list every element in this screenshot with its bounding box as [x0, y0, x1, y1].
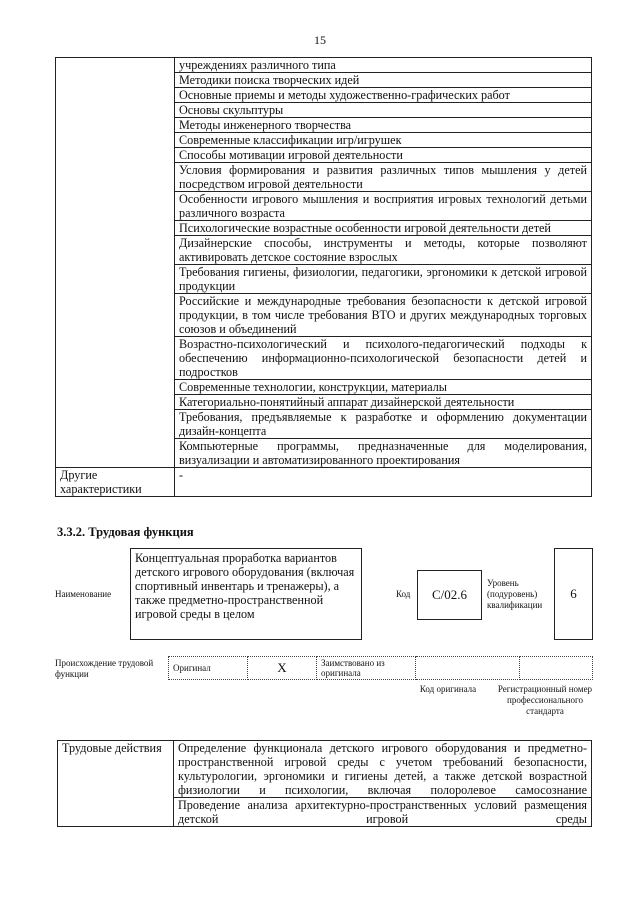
original-mark: X — [248, 657, 317, 680]
labor-action-item: Определение функционала детского игрового оборудования и предметно-пространственной игровой среды с учетом требований безопасности, культурологии, эргономики и гигиены детей, а также детской возрастной физиологии и психологии, включая полоролевое самосознание — [174, 741, 592, 798]
name-label: Наименование — [55, 589, 112, 599]
code-original-caption: Код оригинала — [419, 684, 477, 694]
registration-caption: Регистрационный номер профессионального стандарта — [497, 684, 593, 716]
registration-number-cell — [520, 657, 593, 680]
code-box — [417, 570, 482, 620]
labor-action-item: Проведение анализа архитектурно-пространственных условий размещения детской игровой среды — [174, 798, 592, 827]
knowledge-item: Методики поиска творческих идей — [175, 73, 592, 88]
code-value: C/02.6 — [431, 587, 468, 602]
knowledge-item: Психологические возрастные особенности игровой деятельности детей — [175, 221, 592, 236]
knowledge-item: Современные технологии, конструкции, материалы — [175, 380, 592, 395]
knowledge-item: Особенности игрового мышления и восприятия игровых технологий детьми различного возраста — [175, 192, 592, 221]
knowledge-item: Условия формирования и развития различных типов мышления у детей посредством игровой деятельности — [175, 163, 592, 192]
knowledge-item: Современные классификации игр/игрушек — [175, 133, 592, 148]
function-name-box — [130, 548, 362, 640]
knowledge-item: Требования гигиены, физиологии, педагогики, эргономики к детской игровой продукции — [175, 265, 592, 294]
level-label: Уровень (подуровень) квалификации — [487, 578, 543, 610]
page-number: 15 — [314, 33, 326, 47]
knowledge-label-cell — [56, 58, 175, 468]
knowledge-item: Возрастно-психологический и психолого-педагогический подходы к обеспечению информационно-психологической безопасности детей и подростков — [175, 337, 592, 380]
labor-actions-label: Трудовые действия — [58, 741, 174, 827]
knowledge-item: Дизайнерские способы, инструменты и методы, которые позволяют активировать детское состояние взрослых — [175, 236, 592, 265]
table-row — [169, 657, 593, 680]
table-row — [58, 741, 592, 798]
level-value: 6 — [570, 586, 577, 601]
level-box — [554, 548, 593, 640]
table-row — [56, 468, 592, 497]
knowledge-item: Основные приемы и методы художественно-графических работ — [175, 88, 592, 103]
origin-label: Происхождение трудовой функции — [55, 658, 154, 679]
knowledge-item: Методы инженерного творчества — [175, 118, 592, 133]
function-name: Концептуальная проработка вариантов детского игрового оборудования (включая спортивный инвентарь и тренажеры), а также предметно-пространственной игровой среды в целом — [135, 551, 355, 621]
labor-actions-table — [57, 740, 592, 827]
original-label: Оригинал — [169, 657, 248, 680]
section-title: 3.3.2. Трудовая функция — [57, 525, 194, 539]
other-characteristics-value: - — [175, 468, 592, 497]
knowledge-table — [55, 57, 592, 497]
code-label: Код — [396, 589, 411, 599]
original-code-cell — [416, 657, 520, 680]
knowledge-item: Основы скульптуры — [175, 103, 592, 118]
knowledge-item: учреждениях различного типа — [175, 58, 592, 73]
borrowed-label: Заимствовано из оригинала — [317, 657, 416, 680]
knowledge-item: Требования, предъявляемые к разработке и оформлению документации дизайн-концепта — [175, 410, 592, 439]
knowledge-item: Российские и международные требования безопасности к детской игровой продукции, в том числе требования ВТО и других международных торговых союзов и объединений — [175, 294, 592, 337]
table-row — [56, 58, 592, 73]
origin-table — [168, 656, 593, 680]
other-characteristics-label: Другие характеристики — [56, 468, 175, 497]
knowledge-item: Категориально-понятийный аппарат дизайнерской деятельности — [175, 395, 592, 410]
knowledge-item: Компьютерные программы, предназначенные для моделирования, визуализации и автоматизированного проектирования — [175, 439, 592, 468]
knowledge-item: Способы мотивации игровой деятельности — [175, 148, 592, 163]
